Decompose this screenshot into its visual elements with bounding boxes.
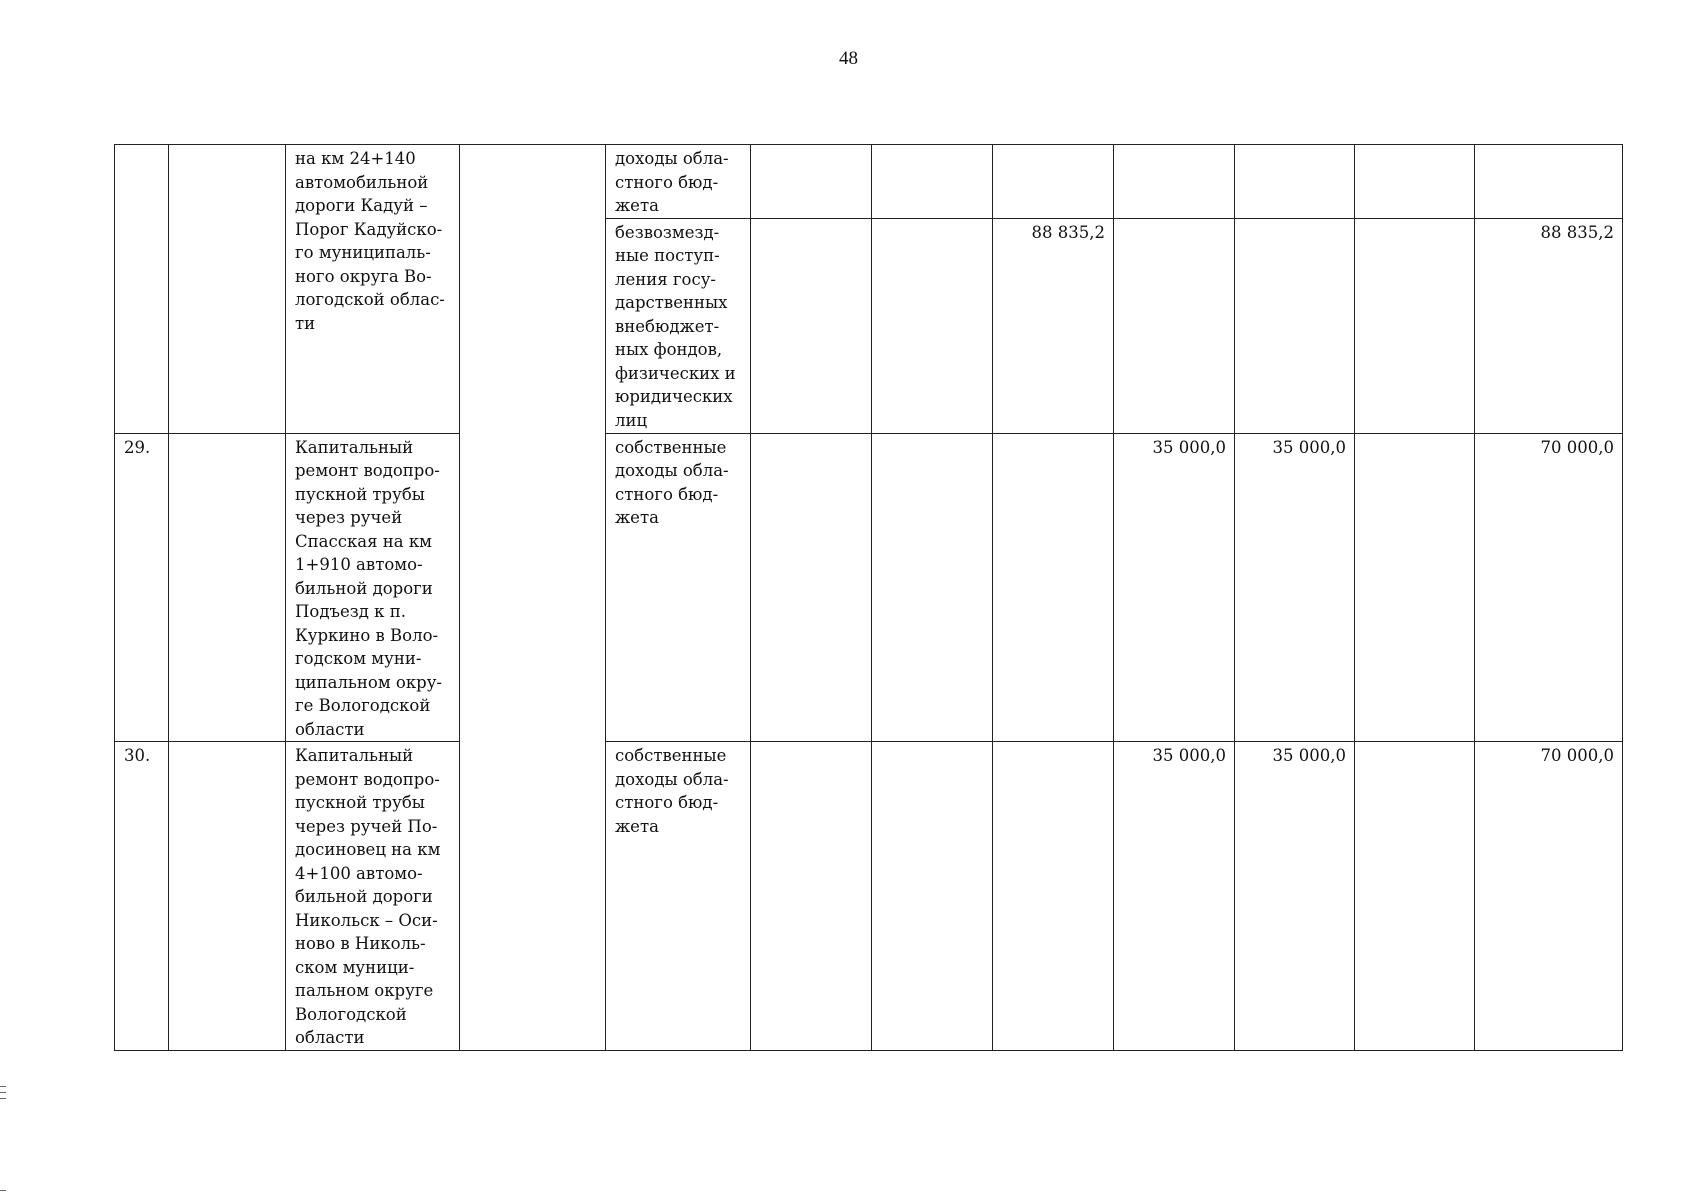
value-cell — [1114, 145, 1235, 219]
value-cell — [751, 742, 872, 1051]
scan-margin-mark — [0, 1098, 6, 1099]
code-cell — [169, 145, 286, 434]
table-row — [115, 742, 1623, 1051]
value-cell: 88 835,2 — [1475, 218, 1623, 433]
budget-table — [114, 144, 1623, 1051]
scan-margin-mark — [0, 1190, 6, 1191]
source-label-cell: доходы обла- стного бюд- жета — [606, 145, 751, 219]
value-cell — [872, 218, 993, 433]
value-cell: 70 000,0 — [1475, 433, 1623, 742]
value-cell — [751, 145, 872, 219]
object-name-cell: Капитальный ремонт водопро- пускной трубы через ручей По- досиновец на км 4+100 автомо- бильной дороги Никольск – Оси- ново в Николь- ском муници- пальном округе Вологодской области — [286, 742, 460, 1051]
source-label-cell: собственные доходы обла- стного бюд- жета — [606, 433, 751, 742]
source-label-cell: собственные доходы обла- стного бюд- жета — [606, 742, 751, 1051]
value-cell — [751, 433, 872, 742]
value-cell: 70 000,0 — [1475, 742, 1623, 1051]
value-cell: 35 000,0 — [1235, 433, 1355, 742]
row-number-cell — [115, 145, 169, 434]
value-cell — [1235, 145, 1355, 219]
value-cell: 35 000,0 — [1114, 433, 1235, 742]
value-cell — [1355, 218, 1475, 433]
value-cell — [993, 742, 1114, 1051]
value-cell — [872, 145, 993, 219]
scan-margin-mark — [0, 1086, 6, 1087]
row-number-cell: 29. — [115, 433, 169, 742]
value-cell — [1114, 218, 1235, 433]
value-cell — [1355, 742, 1475, 1051]
table-row — [115, 145, 1623, 219]
object-name-cell: на км 24+140 автомобильной дороги Кадуй – Порог Кадуйско- го муниципаль- ного округа Во- логодской облас- ти — [286, 145, 460, 434]
value-cell — [993, 145, 1114, 219]
value-cell — [872, 433, 993, 742]
row-number-cell: 30. — [115, 742, 169, 1051]
page-number: 48 — [839, 48, 858, 69]
value-cell — [1355, 145, 1475, 219]
value-cell: 35 000,0 — [1114, 742, 1235, 1051]
value-cell — [1475, 145, 1623, 219]
value-cell — [1355, 433, 1475, 742]
value-cell — [1235, 218, 1355, 433]
code-cell — [169, 433, 286, 742]
object-name-cell: Капитальный ремонт водопро- пускной трубы через ручей Спасская на км 1+910 автомо- бильной дороги Подъезд к п. Куркино в Воло- годском муни- ципальном окру- ге Вологодской области — [286, 433, 460, 742]
source-label-cell: безвозмезд- ные поступ- ления госу- дарственных внебюджет- ных фондов, физических и юридических лиц — [606, 218, 751, 433]
table-row — [115, 433, 1623, 742]
value-cell: 35 000,0 — [1235, 742, 1355, 1051]
empty-column-cell — [460, 145, 606, 1051]
scan-margin-mark — [0, 1092, 6, 1093]
value-cell: 88 835,2 — [993, 218, 1114, 433]
code-cell — [169, 742, 286, 1051]
value-cell — [993, 433, 1114, 742]
value-cell — [751, 218, 872, 433]
value-cell — [872, 742, 993, 1051]
